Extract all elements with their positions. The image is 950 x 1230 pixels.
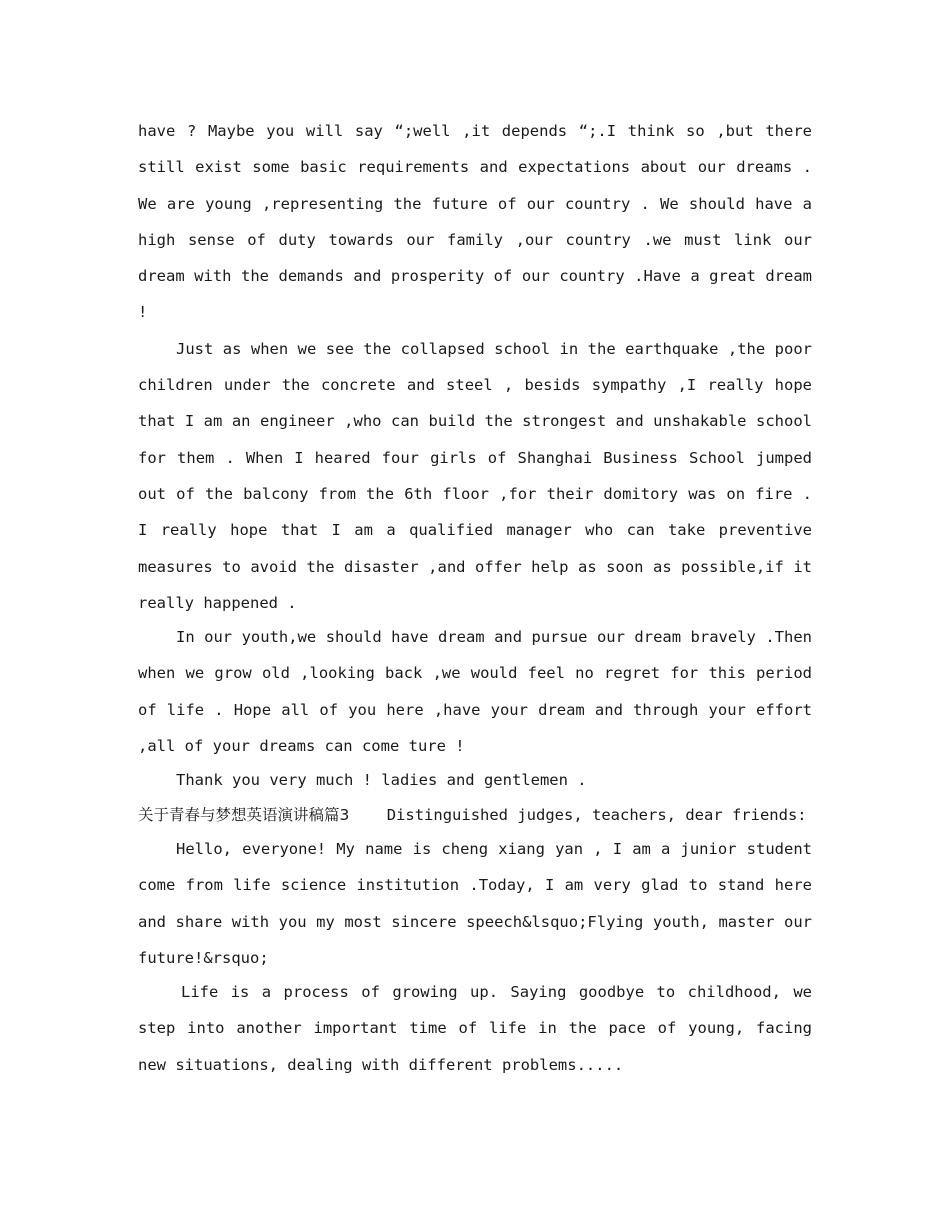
paragraph-thanks: Thank you very much ! ladies and gentlemen . xyxy=(176,771,587,790)
paragraph-growing-up: Life is a process of growing up. Saying goodbye to childhood, we step into another important time of life in the pace of young, facing new situations, dealing with different problems..... xyxy=(138,983,812,1074)
section-heading-line xyxy=(138,797,812,833)
paragraph-introduction: Hello, everyone! My name is cheng xiang yan , I am a junior student come from life science institution .Today, I am very glad to stand here and share with you my most sincere speech&lsquo;Flying youth, master our future!&rsquo; xyxy=(138,839,812,967)
paragraph-earthquake: Just as when we see the collapsed school in the earthquake ,the poor children under the concrete and steel , besids sympathy ,I really hope that I am an engineer ,who can build the strongest and unshakable school for them . When I heared four girls of Shanghai Business School jumped out of the balcony from the 6th floor ,for their domitory was on fire . I really hope that I am a qualified manager who can take preventive measures to avoid the disaster ,and offer help as soon as possible,if it really happened . xyxy=(138,339,812,612)
paragraph-dream-requirements: have ? Maybe you will say “;well ,it depends “;.I think so ,but there still exist some basic requirements and expectations about our dreams . We are young ,representing the future of our country . We should have a high sense of duty towards our family ,our country .we must link our dream with the demands and prosperity of our country .Have a great dream ! xyxy=(138,122,812,322)
document-body xyxy=(138,113,812,1083)
paragraph-youth: In our youth,we should have dream and pursue our dream bravely .Then when we grow old ,looking back ,we would feel no regret for this period of life . Hope all of you here ,have your dream and through your effort ,all of your dreams can come ture ! xyxy=(138,628,812,756)
salutation: Distinguished judges, teachers, dear friends: xyxy=(386,805,807,824)
section-heading: 关于青春与梦想英语演讲稿篇3 xyxy=(138,805,350,824)
